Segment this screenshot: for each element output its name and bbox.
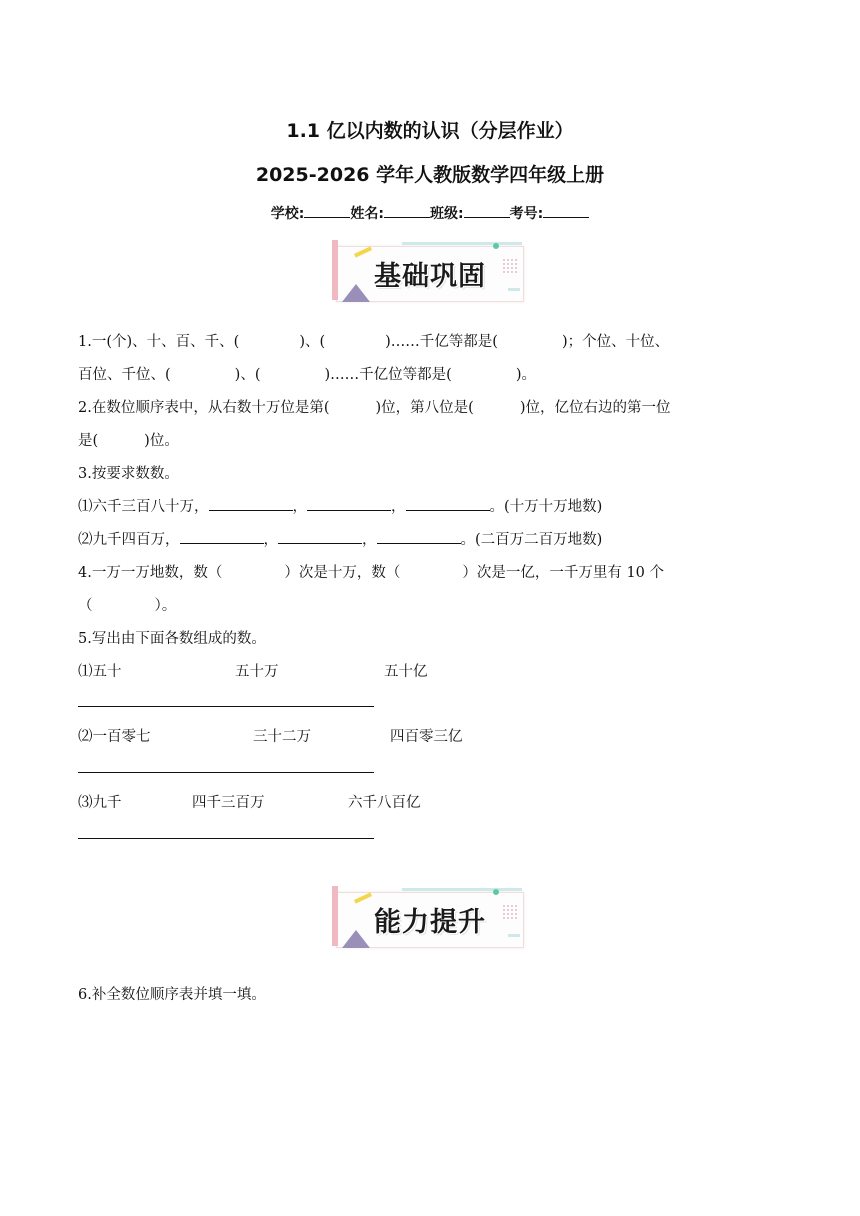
q5-row-2-item-2: 三十二万 [253, 729, 311, 745]
q3-comma: ， [263, 532, 278, 548]
q2-text-e: )位。 [144, 433, 179, 449]
q3-p1-blank-3[interactable] [406, 496, 490, 511]
q3-p2-text: ⑵九千四百万， [78, 532, 180, 548]
question-5-stem: 5.写出由下面各数组成的数。 [78, 631, 266, 647]
q3-p1-hint: 。(十万十万地数) [489, 499, 603, 515]
exam-no-label: 考号: [509, 206, 544, 222]
q1-text-b: )、( [299, 334, 326, 350]
q1-text-c: )……千亿等都是( [385, 334, 498, 350]
q1-text-h: )。 [515, 367, 536, 383]
name-blank[interactable] [384, 203, 430, 218]
question-2-line-2 [78, 429, 179, 450]
q3-comma: ， [391, 499, 406, 515]
q5-answer-line-1[interactable] [78, 706, 374, 707]
q3-comma: ， [292, 499, 307, 515]
q5-row-1-item-3: 五十亿 [384, 664, 428, 680]
section-banner-basic [332, 240, 528, 308]
exam-no-blank[interactable] [543, 203, 589, 218]
q5-row-1-item-2: 五十万 [235, 664, 279, 680]
school-blank[interactable] [304, 203, 350, 218]
q2-text-c: )位，亿位右边的第一位 [519, 400, 671, 416]
q3-p2-hint: 。(二百万二百万地数) [460, 532, 603, 548]
q4-text-a: 4.一万一万地数，数（ [78, 565, 223, 581]
q4-text-b: ）次是十万，数（ [284, 565, 401, 581]
q5-row-2-item-1: ⑵一百零七 [78, 729, 151, 745]
q1-text-g: )……千亿位等都是( [324, 367, 452, 383]
question-4-line-1 [78, 561, 664, 582]
banner-label-advanced: 能力提升 [374, 907, 486, 938]
name-label: 姓名: [350, 206, 384, 222]
q3-comma: ， [362, 532, 377, 548]
q3-p2-blank-1[interactable] [180, 529, 264, 544]
q3-p1-text: ⑴六千三百八十万， [78, 499, 209, 515]
q1-text-f: )、( [234, 367, 261, 383]
q4-text-c: ）次是一亿，一千万里有 10 个 [462, 565, 665, 581]
q5-row-1-item-1: ⑴五十 [78, 664, 122, 680]
question-3-part-2 [78, 528, 602, 549]
worksheet-title: 1.1 亿以内数的认识（分层作业） [286, 120, 574, 142]
q5-row-3-item-2: 四千三百万 [192, 795, 265, 811]
question-2-line-1 [78, 396, 670, 417]
q5-answer-line-2[interactable] [78, 772, 374, 773]
q4-text-d: （ [78, 598, 93, 614]
q5-row-2-item-3: 四百零三亿 [390, 729, 463, 745]
question-6-stem: 6.补全数位顺序表并填一填。 [78, 987, 266, 1003]
q2-text-a: 2.在数位顺序表中，从右数十万位是第( [78, 400, 330, 416]
q3-p2-blank-2[interactable] [278, 529, 362, 544]
q1-text-d: )；个位、十位、 [561, 334, 670, 350]
q1-text-e: 百位、千位、( [78, 367, 171, 383]
worksheet-subtitle: 2025-2026 学年人教版数学四年级上册 [255, 164, 605, 186]
class-blank[interactable] [464, 203, 510, 218]
question-1-line-2 [78, 363, 536, 384]
question-3-stem: 3.按要求数数。 [78, 466, 179, 482]
school-label: 学校: [270, 206, 305, 222]
q3-p1-blank-1[interactable] [209, 496, 293, 511]
question-3-part-1 [78, 495, 602, 516]
class-label: 班级: [430, 206, 464, 222]
section-banner-advanced [332, 886, 528, 954]
question-1-line-1 [78, 330, 669, 351]
banner-label-basic: 基础巩固 [374, 261, 486, 292]
student-info-line [0, 203, 860, 223]
q2-text-d: 是( [78, 433, 99, 449]
q2-text-b: )位，第八位是( [375, 400, 474, 416]
q4-text-e: ）。 [154, 598, 177, 614]
q1-text-a: 1.一(个)、十、百、千、( [78, 334, 240, 350]
question-4-line-2 [78, 594, 176, 615]
q5-row-3-item-3: 六千八百亿 [348, 795, 421, 811]
q3-p1-blank-2[interactable] [307, 496, 391, 511]
q3-p2-blank-3[interactable] [377, 529, 461, 544]
q5-row-3-item-1: ⑶九千 [78, 795, 122, 811]
q5-answer-line-3[interactable] [78, 838, 374, 839]
